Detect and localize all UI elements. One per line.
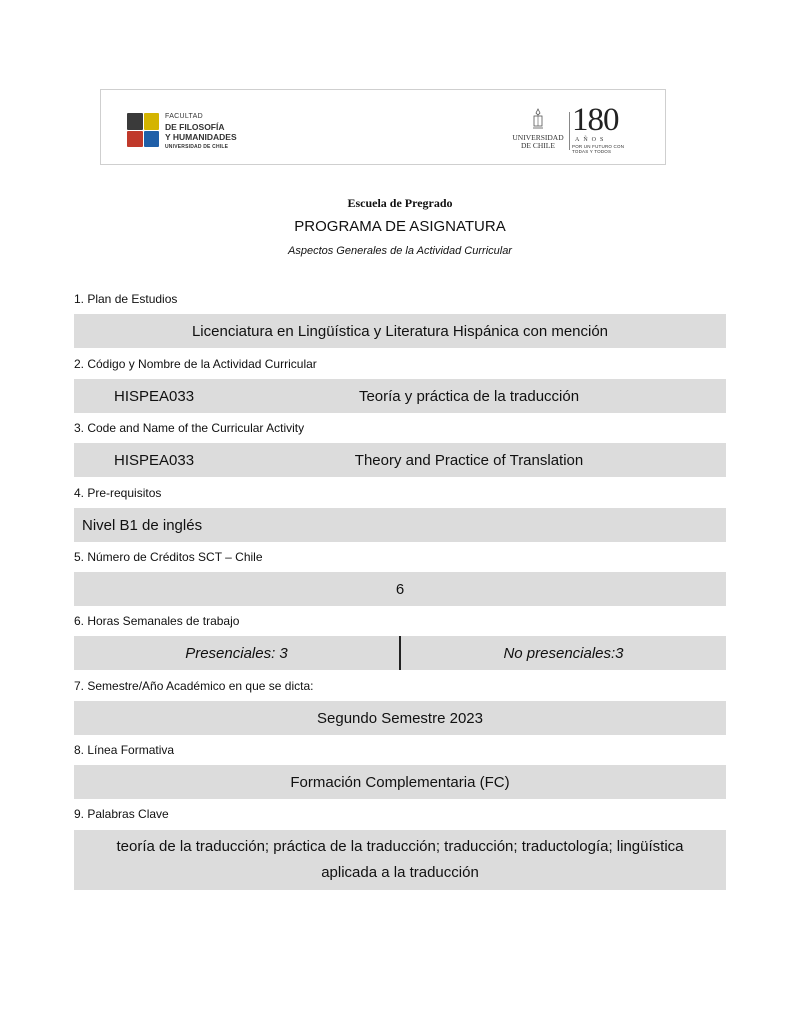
course-name-en: Theory and Practice of Translation [354,451,584,469]
linea-formativa-field: Formación Complementaria (FC) [74,765,726,799]
creditos-field: 6 [74,572,726,606]
horas-field [74,636,726,670]
code-name-field [74,443,726,477]
logo-divider [569,112,570,150]
faculty-logo-line4: UNIVERSIDAD DE CHILE [165,144,229,150]
section-8-label: 8. Línea Formativa [74,743,175,757]
section-6-label: 6. Horas Semanales de trabajo [74,614,240,628]
course-code-en: HISPEA033 [114,451,195,469]
section-3-label: 3. Code and Name of the Curricular Activity [74,421,305,435]
palabras-clave-field: teoría de la traducción; práctica de la traducción; traducción; traductología; lingüística aplicada a la traducción [74,830,726,890]
course-code: HISPEA033 [114,387,195,405]
section-7-label: 7. Semestre/Año Académico en que se dicta: [74,679,314,693]
section-4-label: 4. Pre-requisitos [74,486,162,500]
uchile-text [509,134,567,150]
horas-presenciales: Presenciales: 3 [185,644,288,662]
document-subtitle: Aspectos Generales de la Actividad Curricular [288,245,512,257]
faculty-crest-icon [127,113,159,147]
section-9-label: 9. Palabras Clave [74,807,169,821]
school-heading: Escuela de Pregrado [347,196,453,210]
faculty-logo-line1: FACULTAD [165,113,203,120]
anniversary-number: 180 [572,102,619,138]
course-name-es: Teoría y práctica de la traducción [358,387,580,405]
faculty-logo-line3: Y HUMANIDADES [165,132,237,142]
anniversary-anos: AÑOS [575,137,608,143]
plan-estudios-field: Licenciatura en Lingüística y Literatura Hispánica con mención [74,314,726,348]
uchile-emblem-icon [531,108,545,130]
faculty-logo [127,110,267,150]
header-logo-band [100,89,666,165]
document-title: PROGRAMA DE ASIGNATURA [294,218,506,235]
section-1-label: 1. Plan de Estudios [74,292,178,306]
tagline-line1: POR UN FUTURO CON [572,144,625,149]
semestre-field: Segundo Semestre 2023 [74,701,726,735]
prerequisitos-field: Nivel B1 de inglés [74,508,726,542]
section-5-label: 5. Número de Créditos SCT – Chile [74,550,263,564]
uchile-line1: UNIVERSIDAD [512,133,564,142]
uchile-180-logo [509,102,639,156]
horas-no-presenciales: No presenciales:3 [503,644,624,662]
codigo-nombre-field [74,379,726,413]
anniversary-tagline [572,144,624,154]
tagline-line2: TODAS Y TODOS [572,149,612,154]
uchile-line2: DE CHILE [521,141,555,150]
faculty-logo-line2: DE FILOSOFÍA [165,122,225,132]
section-2-label: 2. Código y Nombre de la Actividad Curricular [74,357,317,371]
faculty-logo-text [165,112,237,152]
